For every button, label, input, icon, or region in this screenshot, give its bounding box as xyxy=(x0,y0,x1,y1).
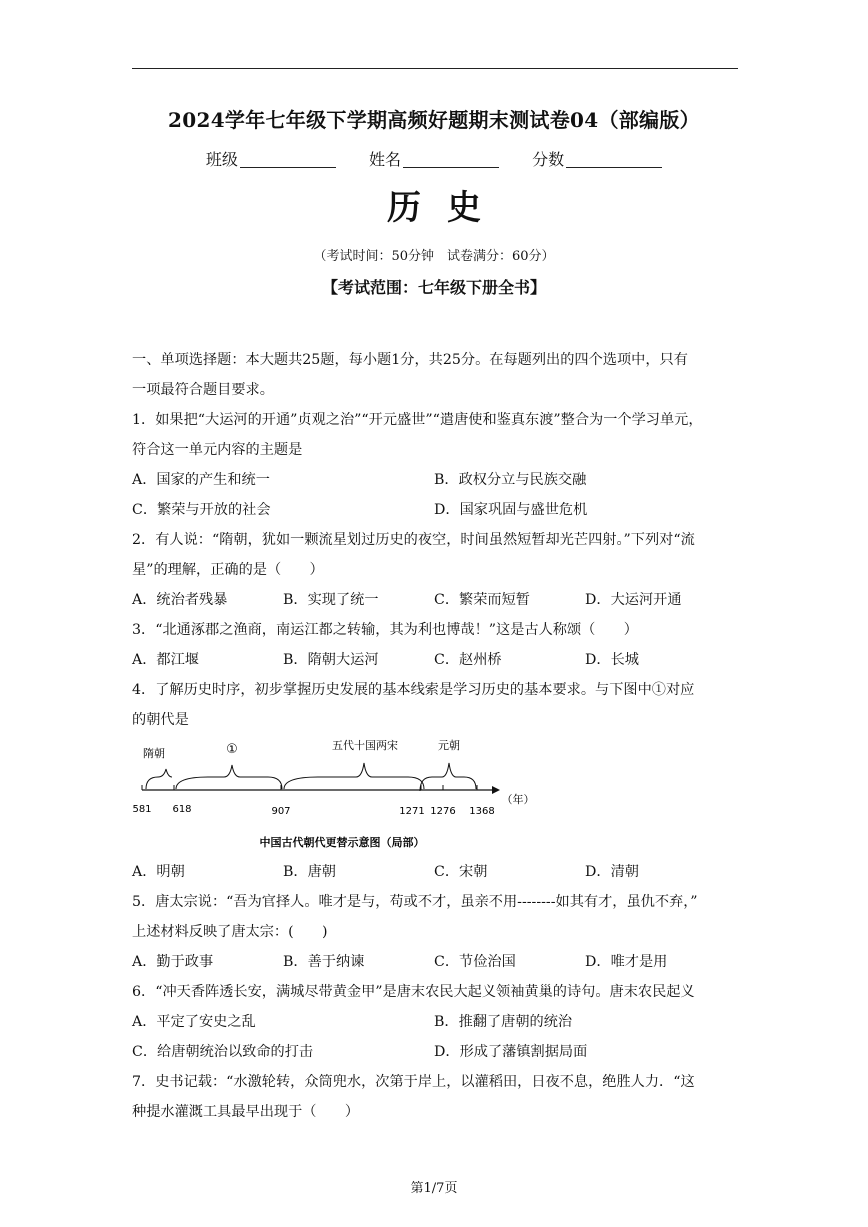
q3-stem-line1: 3．“北通涿郡之渔商，南运江都之转输，其为利也博哉！”这是古人称颂（ ） xyxy=(132,622,638,638)
q3-option-d[interactable]: D．长城 xyxy=(585,652,639,668)
q5-option-a[interactable]: A．勤于政事 xyxy=(132,954,214,970)
q2-stem-line1: 2．有人说：“隋朝，犹如一颗流星划过历史的夜空，时间虽然短暂却光芒四射。”下列对“流 xyxy=(132,532,695,548)
q4-stem-line2: 的朝代是 xyxy=(132,712,189,728)
q1-option-c[interactable]: C．繁荣与开放的社会 xyxy=(132,502,271,518)
q5-option-c[interactable]: C．节俭治国 xyxy=(434,954,516,970)
label-sui: 隋朝 xyxy=(143,747,165,760)
timeline-unit: （年） xyxy=(501,793,535,806)
q7-stem-line1: 7．史书记载：“水激轮转，众筒兜水，次第于岸上，以灌稻田，日夜不息，绝胜人力．“这 xyxy=(132,1074,695,1090)
q2-stem-line2: 星”的理解，正确的是（ ） xyxy=(132,562,324,578)
q1-stem-line2: 符合这一单元内容的主题是 xyxy=(132,442,303,458)
q6-stem-line1: 6．“冲天香阵透长安，满城尽带黄金甲”是唐末农民大起义领袖黄巢的诗句。唐末农民起义 xyxy=(132,984,695,1000)
brace-yuan xyxy=(420,763,476,791)
q2-option-b[interactable]: B．实现了统一 xyxy=(283,592,379,608)
q4-option-b[interactable]: B．唐朝 xyxy=(283,864,336,880)
tick-label-618: 618 xyxy=(172,804,192,815)
q5-option-d[interactable]: D．唯才是用 xyxy=(585,954,668,970)
tick-label-581: 581 xyxy=(132,804,152,815)
class-field[interactable] xyxy=(206,147,336,170)
q6-option-b[interactable]: B．推翻了唐朝的统治 xyxy=(434,1014,573,1030)
exam-info: （考试时间：50分钟 试卷满分：60分） xyxy=(313,249,555,264)
q2-option-a[interactable]: A．统治者残暴 xyxy=(132,592,228,608)
timeline-arrow xyxy=(492,786,500,794)
brace-wudai xyxy=(284,763,424,789)
exam-scope: 【考试范围：七年级下册全书】 xyxy=(321,278,546,297)
q5-option-b[interactable]: B．善于纳谏 xyxy=(283,954,365,970)
q1-option-b[interactable]: B．政权分立与民族交融 xyxy=(434,472,587,488)
q3-option-b[interactable]: B．隋朝大运河 xyxy=(283,652,379,668)
header-rule xyxy=(132,68,738,69)
q2-option-d[interactable]: D．大运河开通 xyxy=(585,592,682,608)
q7-stem-line2: 种提水灌溉工具最早出现于（ ） xyxy=(132,1104,360,1120)
q6-option-c[interactable]: C．给唐朝统治以致命的打击 xyxy=(132,1044,314,1060)
label-wudai: 五代十国两宋 xyxy=(332,739,398,752)
tick-label-907: 907 xyxy=(271,806,291,817)
brace-sui xyxy=(146,769,172,789)
student-info-fields xyxy=(0,147,868,170)
q4-stem-line1: 4．了解历史时序，初步掌握历史发展的基本线索是学习历史的基本要求。与下图中①对应 xyxy=(132,682,695,698)
q1-option-d[interactable]: D．国家巩固与盛世危机 xyxy=(434,502,588,518)
q1-stem-line1: 1．如果把“大运河的开通”贞观之治”“开元盛世”“遣唐使和鉴真东渡”整合为一个学习单元， xyxy=(132,412,703,428)
q4-option-d[interactable]: D．清朝 xyxy=(585,864,639,880)
tick-label-1276: 1276 xyxy=(430,806,456,817)
label-marker: ① xyxy=(226,742,238,757)
q3-option-a[interactable]: A．都江堰 xyxy=(132,652,199,668)
q1-option-a[interactable]: A．国家的产生和统一 xyxy=(132,472,270,488)
class-label: 班级 xyxy=(205,150,238,169)
tick-label-1368: 1368 xyxy=(469,806,495,817)
name-blank[interactable] xyxy=(403,151,499,168)
page-number: 第1/7页 xyxy=(410,1181,458,1196)
section-intro-line1: 一、单项选择题：本大题共25题，每小题1分，共25分。在每题列出的四个选项中，只有 xyxy=(132,352,688,368)
dynasty-timeline-diagram xyxy=(128,735,548,850)
tick-label-1271: 1271 xyxy=(399,806,425,817)
subject-heading: 历史 xyxy=(387,188,507,228)
q6-option-a[interactable]: A．平定了安史之乱 xyxy=(132,1014,256,1030)
name-field[interactable] xyxy=(369,147,499,170)
timeline-caption: 中国古代朝代更替示意图（局部） xyxy=(259,836,425,849)
name-label: 姓名 xyxy=(368,150,401,169)
exam-title: 2024学年七年级下学期高频好题期末测试卷04（部编版） xyxy=(168,108,700,132)
q2-option-c[interactable]: C．繁荣而短暂 xyxy=(434,592,530,608)
score-label: 分数 xyxy=(532,150,565,169)
score-field[interactable] xyxy=(532,147,662,170)
q4-option-c[interactable]: C．宋朝 xyxy=(434,864,488,880)
section-intro-line2: 一项最符合题目要求。 xyxy=(132,382,274,398)
q6-option-d[interactable]: D．形成了藩镇割据局面 xyxy=(434,1044,588,1060)
q5-stem-line2: 上述材料反映了唐太宗：( ) xyxy=(132,924,328,940)
label-yuan: 元朝 xyxy=(438,739,460,752)
brace-marker xyxy=(176,765,282,789)
q5-stem-line1: 5．唐太宗说：“吾为官择人。唯才是与，苟或不才，虽亲不用--------如其有才，虽仇不弃，” xyxy=(132,894,698,910)
score-blank[interactable] xyxy=(566,151,662,168)
q3-option-c[interactable]: C．赵州桥 xyxy=(434,652,502,668)
class-blank[interactable] xyxy=(240,151,336,168)
q4-option-a[interactable]: A．明朝 xyxy=(132,864,185,880)
